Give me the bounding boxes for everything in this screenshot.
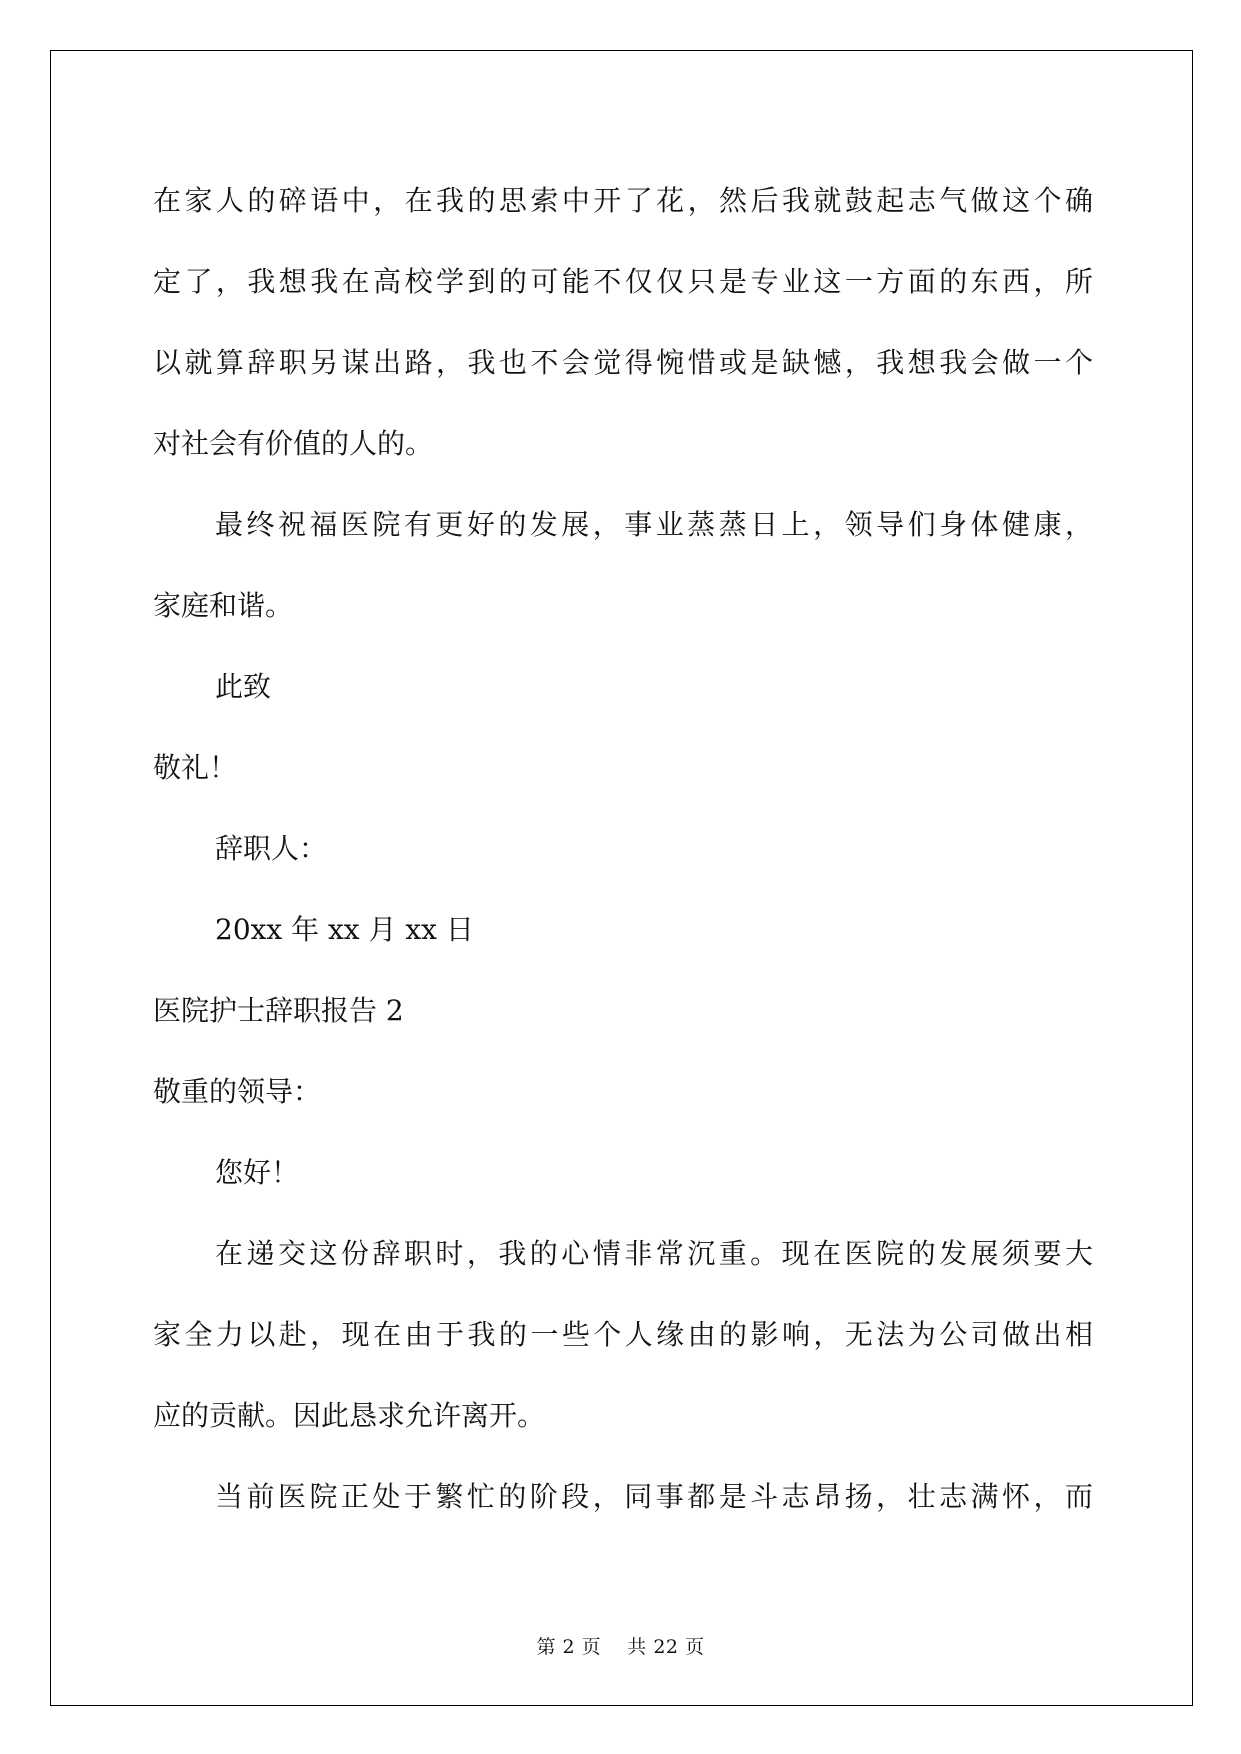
text-line: 家庭和谐。 bbox=[153, 589, 294, 622]
signature-label: 辞职人： bbox=[215, 832, 328, 865]
section-title: 医院护士辞职报告 2 bbox=[153, 994, 404, 1027]
text-line: 家全力以赴，现在由于我的一些个人缘由的影响，无法为公司做出相 bbox=[153, 1318, 1093, 1351]
text-line: 在家人的碎语中，在我的思索中开了花，然后我就鼓起志气做这个确 bbox=[153, 184, 1093, 217]
page-number-label: 第 2 页 共 22 页 bbox=[536, 1636, 705, 1658]
text-line: 应的贡献。因此恳求允许离开。 bbox=[153, 1399, 546, 1432]
greeting-hello: 您好！ bbox=[215, 1156, 300, 1189]
text-line: 定了，我想我在高校学到的可能不仅仅只是专业这一方面的东西，所 bbox=[153, 265, 1093, 298]
text-line: 最终祝福医院有更好的发展，事业蒸蒸日上，领导们身体健康， bbox=[215, 508, 1093, 541]
text-line: 在递交这份辞职时，我的心情非常沉重。现在医院的发展须要大 bbox=[215, 1237, 1093, 1270]
text-line: 对社会有价值的人的。 bbox=[153, 427, 434, 460]
text-line: 当前医院正处于繁忙的阶段，同事都是斗志昂扬，壮志满怀，而 bbox=[215, 1480, 1093, 1513]
document-body bbox=[153, 160, 1093, 1537]
salutation-close: 敬礼！ bbox=[153, 751, 238, 784]
page-footer bbox=[0, 1632, 1241, 1659]
greeting: 敬重的领导： bbox=[153, 1075, 322, 1108]
date-line: 20xx 年 xx 月 xx 日 bbox=[215, 913, 474, 946]
text-line: 以就算辞职另谋出路，我也不会觉得惋惜或是缺憾，我想我会做一个 bbox=[153, 346, 1093, 379]
closing-phrase: 此致 bbox=[215, 670, 272, 703]
